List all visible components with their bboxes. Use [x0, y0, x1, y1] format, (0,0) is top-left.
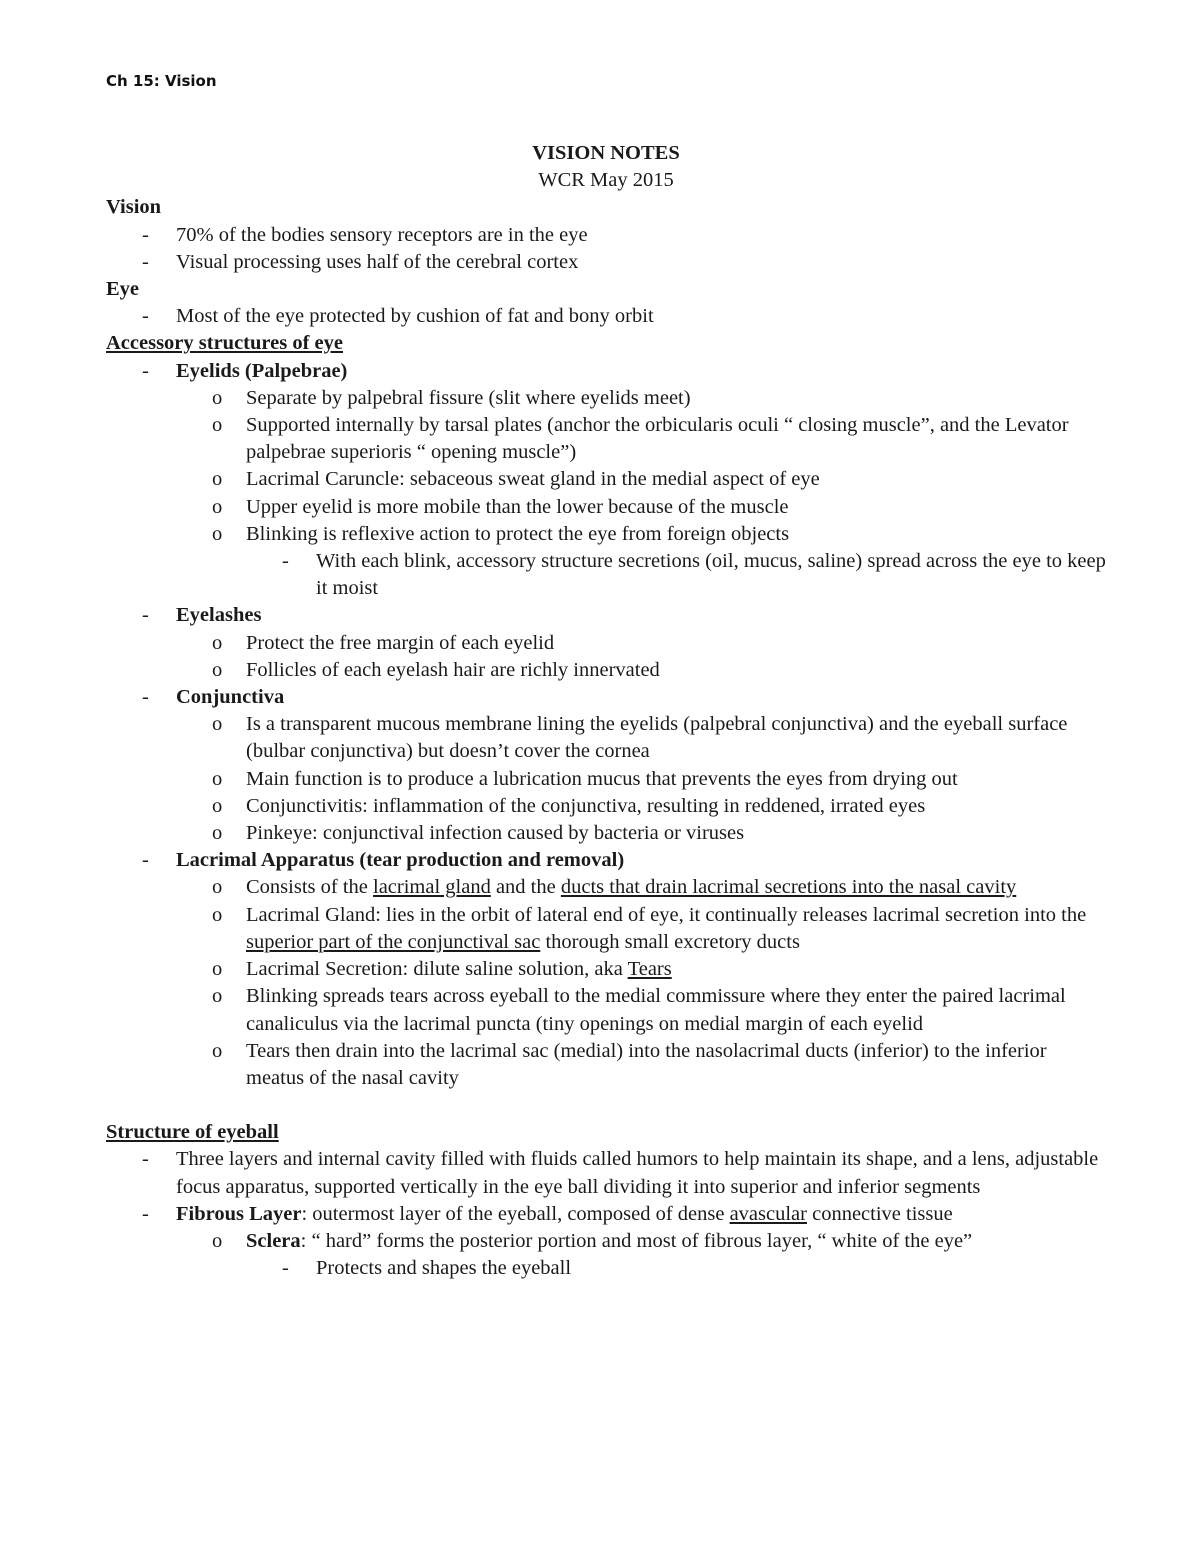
circle-bullet: o [212, 468, 223, 491]
list-item: o Is a transparent mucous membrane lining the eyelids (palpebral conjunctiva) and the eyeball surface (bulbar conjunctiva) but doesn’t cover the cornea [106, 711, 1106, 765]
dash-bullet: - [142, 359, 149, 382]
list-item: - Three layers and internal cavity filled with fluids called humors to help maintain its shape, and a lens, adjustable focus apparatus, supported vertically in the eye ball dividing it into superior and inferior segments [106, 1146, 1106, 1200]
list-item: - Most of the eye protected by cushion of fat and bony orbit [106, 303, 1106, 330]
circle-bullet: o [212, 903, 223, 926]
paragraph-spacer [106, 1092, 1106, 1119]
circle-bullet: o [212, 713, 223, 736]
dash-bullet: - [142, 223, 149, 246]
list-item: o Conjunctivitis: inflammation of the conjunctiva, resulting in reddened, irrated eyes [106, 793, 1106, 820]
list-item: - With each blink, accessory structure secretions (oil, mucus, saline) spread across the eye to keep it moist [106, 548, 1106, 602]
circle-bullet: o [212, 1039, 223, 1062]
subheading-conjunctiva: - Conjunctiva [106, 684, 1106, 711]
list-item: o Supported internally by tarsal plates (anchor the orbicularis oculi “ closing muscle”, and the Levator palpebrae superioris “ opening muscle”) [106, 412, 1106, 466]
circle-bullet: o [212, 794, 223, 817]
doc-subtitle: WCR May 2015 [538, 169, 674, 192]
list-item: o Lacrimal Gland: lies in the orbit of lateral end of eye, it continually releases lacrimal secretion into the superior part of the conjunctival sac thorough small excretory ducts [106, 902, 1106, 956]
dash-bullet: - [142, 1148, 149, 1171]
dash-bullet: - [142, 1202, 149, 1225]
dash-bullet: - [142, 250, 149, 273]
list-item: o Protect the free margin of each eyelid [106, 630, 1106, 657]
subheading-lacrimal-apparatus: - Lacrimal Apparatus (tear production and removal) [106, 847, 1106, 874]
doc-title: VISION NOTES [532, 142, 680, 164]
list-item: o Lacrimal Caruncle: sebaceous sweat gland in the medial aspect of eye [106, 466, 1106, 493]
subheading-eyelids: - Eyelids (Palpebrae) [106, 358, 1106, 385]
list-item: o Consists of the lacrimal gland and the ducts that drain lacrimal secretions into the nasal cavity [106, 874, 1106, 901]
list-item: o Main function is to produce a lubrication mucus that prevents the eyes from drying out [106, 766, 1106, 793]
circle-bullet: o [212, 876, 223, 899]
section-heading-eye: Eye [106, 278, 140, 301]
circle-bullet: o [212, 631, 223, 654]
list-item: - 70% of the bodies sensory receptors are in the eye [106, 222, 1106, 249]
list-item: o Follicles of each eyelash hair are richly innervated [106, 657, 1106, 684]
list-item: o Lacrimal Secretion: dilute saline solution, aka Tears [106, 956, 1106, 983]
dash-bullet: - [142, 305, 149, 328]
circle-bullet: o [212, 1229, 223, 1252]
list-item: o Sclera: “ hard” forms the posterior portion and most of fibrous layer, “ white of the eye” [106, 1228, 1106, 1255]
dash-bullet: - [282, 550, 289, 573]
list-item: o Blinking spreads tears across eyeball to the medial commissure where they enter the paired lacrimal canaliculus via the lacrimal puncta (tiny openings on medial margin of each eyelid [106, 983, 1106, 1037]
list-item: - Visual processing uses half of the cerebral cortex [106, 249, 1106, 276]
section-heading-accessory: Accessory structures of eye [106, 332, 343, 355]
list-item: o Blinking is reflexive action to protect the eye from foreign objects [106, 521, 1106, 548]
subheading-eyelashes: - Eyelashes [106, 602, 1106, 629]
circle-bullet: o [212, 414, 223, 437]
circle-bullet: o [212, 495, 223, 518]
dash-bullet: - [142, 604, 149, 627]
list-item: - Fibrous Layer: outermost layer of the eyeball, composed of dense avascular connective tissue [106, 1201, 1106, 1228]
dash-bullet: - [142, 849, 149, 872]
circle-bullet: o [212, 822, 223, 845]
circle-bullet: o [212, 522, 223, 545]
section-heading-eyeball: Structure of eyeball [106, 1121, 279, 1144]
circle-bullet: o [212, 767, 223, 790]
list-item: o Separate by palpebral fissure (slit where eyelids meet) [106, 385, 1106, 412]
document-body [106, 140, 1106, 1282]
dash-bullet: - [142, 686, 149, 709]
section-heading-vision: Vision [106, 196, 162, 219]
list-item: o Upper eyelid is more mobile than the lower because of the muscle [106, 494, 1106, 521]
dash-bullet: - [282, 1257, 289, 1280]
circle-bullet: o [212, 658, 223, 681]
running-head: Ch 15: Vision [106, 72, 217, 90]
list-item: - Protects and shapes the eyeball [106, 1255, 1106, 1282]
list-item: o Tears then drain into the lacrimal sac (medial) into the nasolacrimal ducts (inferior) to the inferior meatus of the nasal cavity [106, 1038, 1106, 1092]
circle-bullet: o [212, 958, 223, 981]
circle-bullet: o [212, 386, 223, 409]
list-item: o Pinkeye: conjunctival infection caused by bacteria or viruses [106, 820, 1106, 847]
circle-bullet: o [212, 985, 223, 1008]
